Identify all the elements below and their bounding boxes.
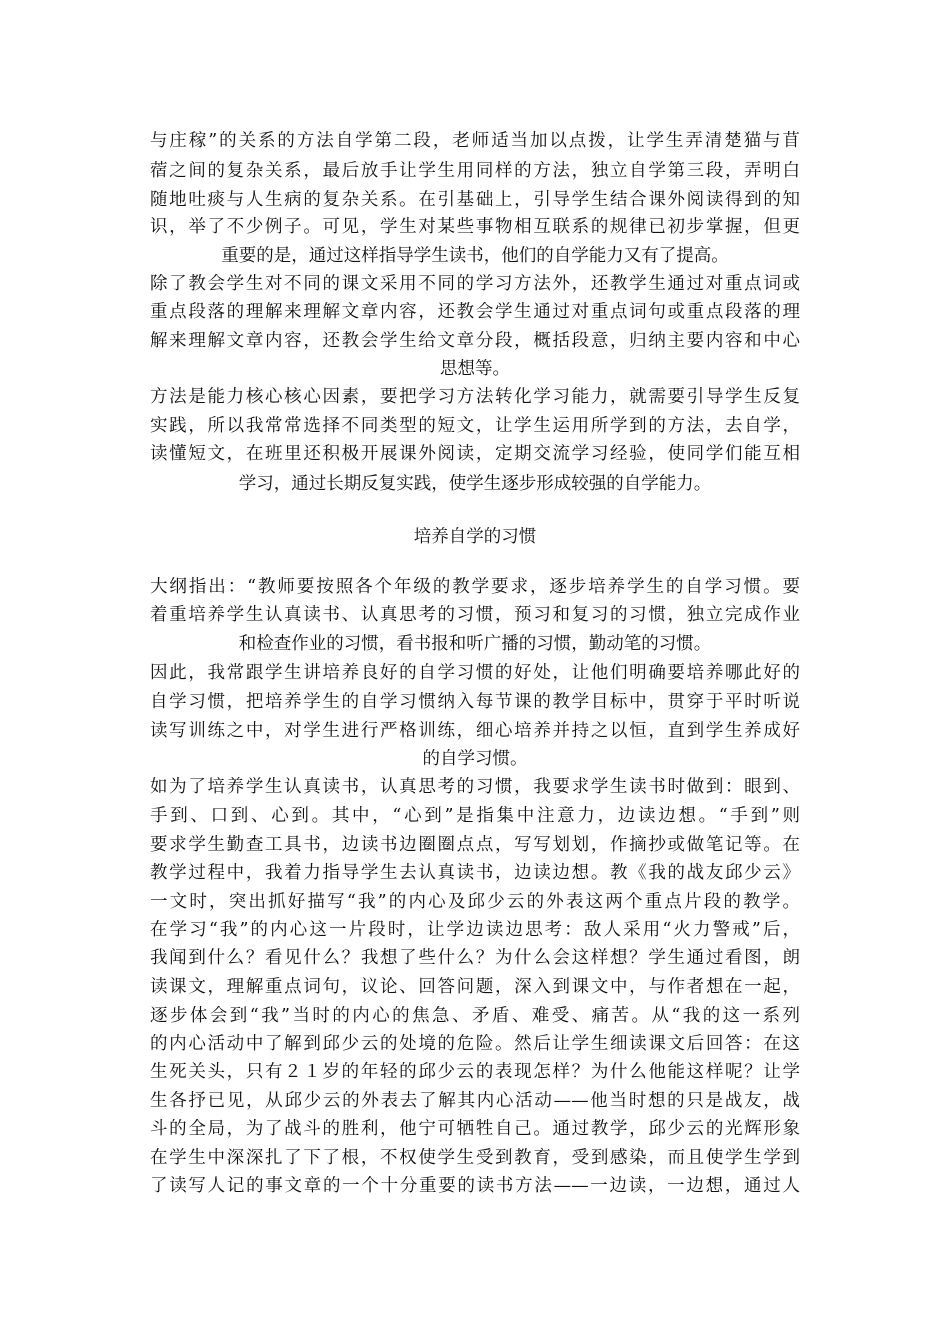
text-line: 思想等。 [440,359,510,379]
text-line: 生死关头，只有２１岁的年轻的邱少云的表现怎样？为什么他能这样呢？让学 [150,1062,800,1082]
text-line: 教学过程中，我着力指导学生去认真读书，边读边想。教《我的战友邱少云》 [150,863,800,883]
text-line: 斗的全局，为了战斗的胜利，他宁可牺牲自己。通过教学，邱少云的光辉形象 [150,1119,800,1139]
text-line: 读写训练之中，对学生进行严格训练，细心培养并持之以恒，直到学生养成好 [150,721,800,741]
text-line: 逐步体会到“我”当时的内心的焦急、矛盾、难受、痛苦。从“我的这一系列 [150,1006,800,1026]
text-line: 实践，所以我常常选择不同类型的短文，让学生运用所学到的方法，去自学， [150,416,800,436]
text-line: 在学习“我”的内心这一片段时，让学边读边思考：敌人采用“火力警戒”后， [150,920,800,940]
text-line: 在学生中深深扎了下了根，不权使学生受到教育，受到感染，而且使学生学到 [150,1148,800,1168]
text-line: 除了教会学生对不同的课文采用不同的学习方法外，还教学生通过对重点词或 [150,274,800,294]
text-line: 要求学生勤查工具书，边读书边圈圈点点，写写划划，作摘抄或做笔记等。在 [150,835,800,855]
section-heading: 培养自学的习惯 [413,527,537,547]
text-line: 一文时，突出抓好描写“我”的内心及邱少云的外表这两个重点片段的教学。 [150,892,800,912]
text-line: 识，举了不少例子。可见，学生对某些事物相互联系的规律已初步掌握，但更 [150,217,800,237]
text-line: 手到、口到、心到。其中，“心到”是指集中注意力，边读边想。“手到”则 [150,806,800,826]
text-line: 生各抒已见，从邱少云的外表去了解其内心活动——他当时想的只是战友，战 [150,1091,800,1111]
text-line: 自学习惯，把培养学生的自学习惯纳入每节课的教学目标中，贯穿于平时听说 [150,692,800,712]
text-line: 随地吐痰与人生病的复杂关系。在引基础上，引导学生结合课外阅读得到的知 [150,190,800,210]
text-line: 解来理解文章内容，还教会学生给文章分段，概括段意，归纳主要内容和中心 [150,331,800,351]
text-line: 大纲指出：“教师要按照各个年级的教学要求，逐步培养学生的自学习惯。要 [150,577,800,597]
text-line: 重点段落的理解来理解文章内容，还教会学生通过对重点词句或重点段落的理 [150,302,800,322]
text-line: 学习，通过长期反复实践，使学生逐步形成较强的自学能力。 [238,474,712,494]
text-line: 读课文，理解重点词句，议论、回答问题，深入到课文中，与作者想在一起， [150,977,800,997]
text-line: 着重培养学生认真读书、认真思考的习惯，预习和复习的习惯，独立完成作业 [150,605,800,625]
text-line: 我闻到什么？看见什么？我想了些什么？为什么会这样想？学生通过看图，朗 [150,948,800,968]
text-line: 的自学习惯。 [422,749,528,769]
text-line: 和检查作业的习惯，看书报和听广播的习惯，勤动笔的习惯。 [238,634,712,654]
text-line: 了读写人记的事文章的一个十分重要的读书方法——一边读，一边想，通过人 [150,1176,800,1196]
text-line: 方法是能力核心核心因素，要把学习方法转化学习能力，就需要引导学生反复 [150,387,800,407]
text-line: 蓿之间的复杂关系，最后放手让学生用同样的方法，独立自学第三段，弄明白 [150,161,800,181]
text-line: 的内心活动中了解到邱少云的处境的危险。然后让学生细读课文后回答：在这 [150,1034,800,1054]
text-line: 与庄稼”的关系的方法自学第二段，老师适当加以点拨，让学生弄清楚猫与苜 [150,131,800,151]
text-line: 读懂短文，在班里还积极开展课外阅读，定期交流学习经验，使同学们能互相 [150,444,800,464]
text-line: 重要的是，通过这样指导学生读书，他们的自学能力又有了提高。 [221,246,729,266]
text-line: 如为了培养学生认真读书，认真思考的习惯，我要求学生读书时做到：眼到、 [150,777,800,797]
text-line: 因此，我常跟学生讲培养良好的自学习惯的好处，让他们明确要培养哪此好的 [150,663,800,683]
